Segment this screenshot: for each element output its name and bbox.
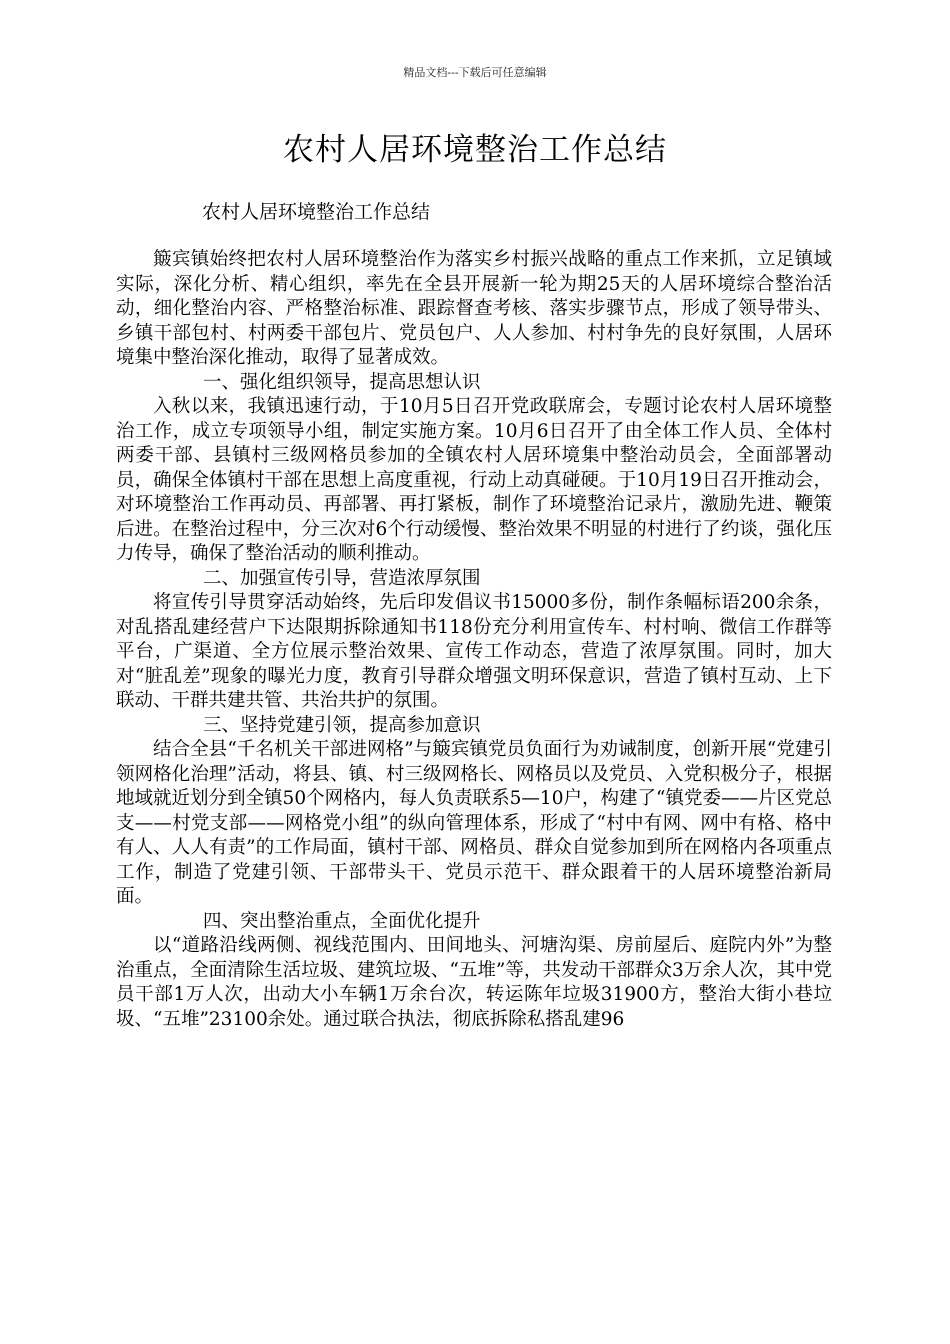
section-heading: 二、加强宣传引导，营造浓厚氛围 bbox=[202, 567, 481, 589]
section-heading: 一、强化组织领导，提高思想认识 bbox=[202, 371, 481, 393]
section-paragraph: 结合全县“千名机关干部进网格”与簸宾镇党员负面行为劝诫制度，创新开展“党建引领网格化治理”活动，将县、镇、村三级网格长、网格员以及党员、入党积极分子，根据地域就近划分到全镇50个网格内，每人负责联系5—10户，构建了“镇党委——片区党总支——村党支部——网格党小组”的纵向管理体系，形成了“村中有网、网中有格、格中有人、人人有责”的工作局面，镇村干部、网格员、群众自觉参加到所在网格内各项重点工作，制造了党建引领、干部带头干、党员示范干、群众跟着干的人居环境整治新局面。 bbox=[116, 739, 832, 907]
intro-paragraph: 簸宾镇始终把农村人居环境整治作为落实乡村振兴战略的重点工作来抓，立足镇域实际，深化分析、精心组织，率先在全县开展新一轮为期25天的人居环境综合整治活动，细化整治内容、严格整治标准、跟踪督查考核、落实步骤节点，形成了领导带头、乡镇干部包村、村两委干部包片、党员包户、人人参加、村村争先的良好氛围，人居环境集中整治深化推动，取得了显著成效。 bbox=[116, 249, 832, 368]
section-paragraph: 以“道路沿线两侧、视线范围内、田间地头、河塘沟渠、房前屋后、庭院内外”为整治重点，全面清除生活垃圾、建筑垃圾、“五堆”等，共发动干部群众3万余人次，其中党员干部1万人次，出动大小车辆1万余台次，转运陈年垃圾31900方，整治大街小巷垃圾、“五堆”23100余处。通过联合执法，彻底拆除私搭乱建96 bbox=[116, 935, 832, 1030]
document-title: 农村人居环境整治工作总结 bbox=[283, 132, 667, 168]
document-subtitle: 农村人居环境整治工作总结 bbox=[202, 201, 431, 223]
section-paragraph: 将宣传引导贯穿活动始终，先后印发倡议书15000多份，制作条幅标语200余条，对乱搭乱建经营户下达限期拆除通知书118份充分利用宣传车、村村响、微信工作群等平台，广渠道、全方位展示整治效果、宣传工作动态，营造了浓厚氛围。同时，加大对“脏乱差”现象的曝光力度，教育引导群众增强文明环保意识，营造了镇村互动、上下联动、干群共建共管、共治共护的氛围。 bbox=[116, 592, 832, 711]
page-header-note: 精品文档---下载后可任意编辑 bbox=[403, 66, 547, 79]
document-body bbox=[116, 244, 832, 1032]
section-heading: 四、突出整治重点，全面优化提升 bbox=[202, 910, 481, 932]
section-paragraph: 入秋以来，我镇迅速行动，于10月5日召开党政联席会，专题讨论农村人居环境整治工作，成立专项领导小组，制定实施方案。10月6日召开了由全体工作人员、全体村两委干部、县镇村三级网格员参加的全镇农村人居环境集中整治动员会，全面部署动员，确保全体镇村干部在思想上高度重视，行动上动真碰硬。于10月19日召开推动会，对环境整治工作再动员、再部署、再打紧板，制作了环境整治记录片，激励先进、鞭策后进。在整治过程中，分三次对6个行动缓慢、整治效果不明显的村进行了约谈，强化压力传导，确保了整治活动的顺利推动。 bbox=[116, 396, 832, 564]
section-heading: 三、坚持党建引领，提高参加意识 bbox=[202, 714, 481, 736]
